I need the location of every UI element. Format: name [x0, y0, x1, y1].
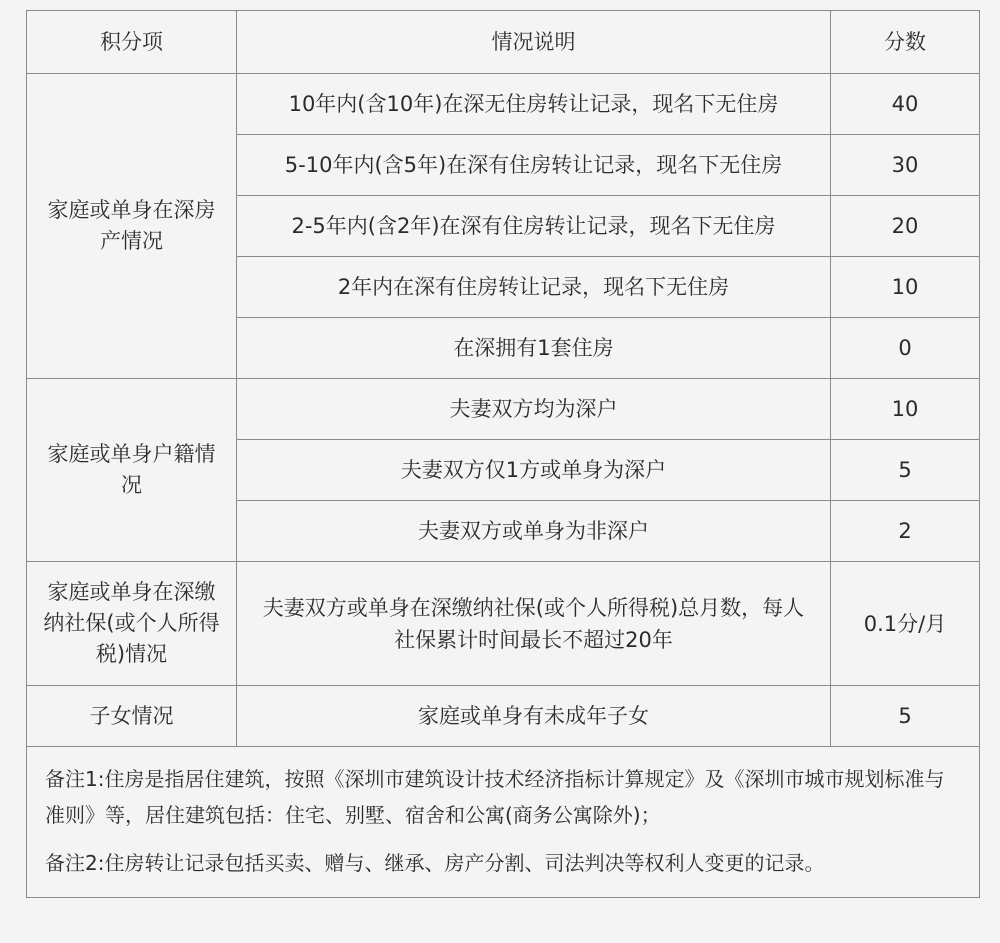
row-score: 5 [831, 686, 980, 747]
row-score: 10 [831, 257, 980, 318]
row-score: 40 [831, 74, 980, 135]
row-score: 5 [831, 440, 980, 501]
row-score: 20 [831, 196, 980, 257]
row-description: 2-5年内(含2年)在深有住房转让记录，现名下无住房 [237, 196, 831, 257]
table-row [27, 379, 980, 440]
notes-cell [27, 747, 980, 898]
header-item: 积分项 [27, 11, 237, 74]
header-score: 分数 [831, 11, 980, 74]
row-score: 2 [831, 501, 980, 562]
header-description: 情况说明 [237, 11, 831, 74]
category-children: 子女情况 [27, 686, 237, 747]
row-score: 10 [831, 379, 980, 440]
notes-row [27, 747, 980, 898]
table-row [27, 686, 980, 747]
category-hukou: 家庭或单身户籍情况 [27, 379, 237, 562]
row-score: 30 [831, 135, 980, 196]
row-score: 0.1分/月 [831, 562, 980, 686]
row-description: 家庭或单身有未成年子女 [237, 686, 831, 747]
row-description: 夫妻双方或单身为非深户 [237, 501, 831, 562]
category-social-insurance: 家庭或单身在深缴纳社保(或个人所得税)情况 [27, 562, 237, 686]
category-housing: 家庭或单身在深房产情况 [27, 74, 237, 379]
row-description: 夫妻双方仅1方或单身为深户 [237, 440, 831, 501]
row-description: 夫妻双方或单身在深缴纳社保(或个人所得税)总月数，每人社保累计时间最长不超过20年 [237, 562, 831, 686]
table-header-row [27, 11, 980, 74]
points-table [26, 10, 980, 898]
row-description: 2年内在深有住房转让记录，现名下无住房 [237, 257, 831, 318]
row-description: 夫妻双方均为深户 [237, 379, 831, 440]
note-2: 备注2:住房转让记录包括买卖、赠与、继承、房产分割、司法判决等权利人变更的记录。 [45, 851, 825, 875]
row-description: 在深拥有1套住房 [237, 318, 831, 379]
points-table-sheet [26, 10, 979, 898]
note-1: 备注1:住房是指居住建筑，按照《深圳市建筑设计技术经济指标计算规定》及《深圳市城市规划标准与准则》等，居住建筑包括：住宅、别墅、宿舍和公寓(商务公寓除外)； [45, 767, 945, 827]
row-score: 0 [831, 318, 980, 379]
table-row [27, 562, 980, 686]
row-description: 10年内(含10年)在深无住房转让记录，现名下无住房 [237, 74, 831, 135]
row-description: 5-10年内(含5年)在深有住房转让记录，现名下无住房 [237, 135, 831, 196]
table-row [27, 74, 980, 135]
